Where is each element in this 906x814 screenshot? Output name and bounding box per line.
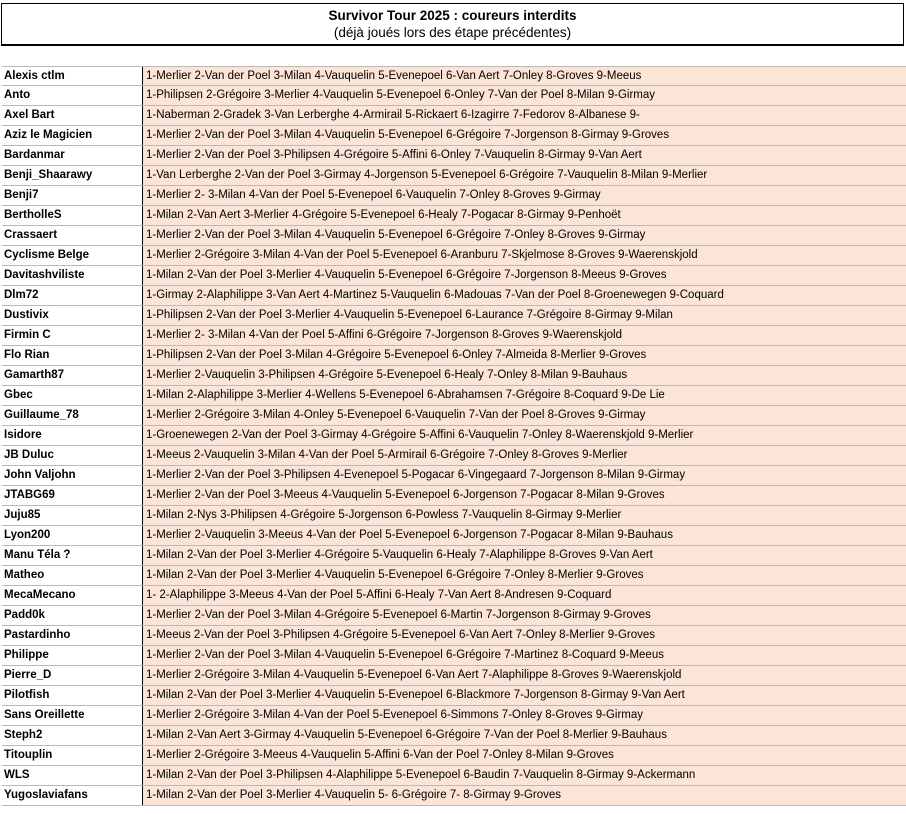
forbidden-riders-cell[interactable]: 1-Merlier 2-Grégoire 3-Milan 4-Van der Poel 5-Evenepoel 6-Simmons 7-Onley 8-Groves 9-Girmay — [142, 706, 906, 725]
player-name-cell[interactable]: Padd0k — [2, 606, 142, 625]
forbidden-riders-cell[interactable]: 1-Groenewegen 2-Van der Poel 3-Girmay 4-Grégoire 5-Affini 6-Vauquelin 7-Onley 8-Waerenskjold 9-Merlier — [142, 426, 906, 445]
table-row — [2, 686, 906, 706]
player-name-cell[interactable]: Pierre_D — [2, 666, 142, 685]
forbidden-riders-cell[interactable]: 1-Milan 2-Van der Poel 3-Merlier 4-Grégoire 5-Vauquelin 6-Healy 7-Alaphilippe 8-Groves 9-Van Aert — [142, 546, 906, 565]
player-name-cell[interactable]: Isidore — [2, 426, 142, 445]
forbidden-riders-cell[interactable]: 1-Merlier 2-Van der Poel 3-Milan 4-Vauquelin 5-Evenepoel 6-Grégoire 7-Onley 8-Groves 9-Girmay — [142, 226, 906, 245]
table-row — [2, 566, 906, 586]
player-name-cell[interactable]: BertholleS — [2, 206, 142, 225]
forbidden-riders-cell[interactable]: 1-Merlier 2-Van der Poel 3-Milan 4-Grégoire 5-Evenepoel 6-Martin 7-Jorgenson 8-Girmay 9-Groves — [142, 606, 906, 625]
forbidden-riders-cell[interactable]: 1-Merlier 2-Grégoire 3-Milan 4-Vauquelin 5-Evenepoel 6-Van Aert 7-Alaphilippe 8-Groves 9-Waerenskjold — [142, 666, 906, 685]
table-row — [2, 706, 906, 726]
forbidden-riders-cell[interactable]: 1-Philipsen 2-Van der Poel 3-Merlier 4-Vauquelin 5-Evenepoel 6-Laurance 7-Grégoire 8-Girmay 9-Milan — [142, 306, 906, 325]
table-row — [2, 166, 906, 186]
forbidden-riders-cell[interactable]: 1- 2-Alaphilippe 3-Meeus 4-Van der Poel 5-Affini 6-Healy 7-Van Aert 8-Andresen 9-Coquard — [142, 586, 906, 605]
table-row — [2, 66, 906, 86]
player-name-cell[interactable]: Titouplin — [2, 746, 142, 765]
table-row — [2, 766, 906, 786]
player-name-cell[interactable]: Davitashviliste — [2, 266, 142, 285]
table-row — [2, 86, 906, 106]
table-row — [2, 426, 906, 446]
forbidden-riders-cell[interactable]: 1-Meeus 2-Vauquelin 3-Milan 4-Van der Poel 5-Armirail 6-Grégoire 7-Onley 8-Groves 9-Merlier — [142, 446, 906, 465]
table-row — [2, 606, 906, 626]
table-row — [2, 146, 906, 166]
table-row — [2, 626, 906, 646]
table-row — [2, 466, 906, 486]
forbidden-riders-cell[interactable]: 1-Merlier 2- 3-Milan 4-Van der Poel 5-Evenepoel 6-Vauquelin 7-Onley 8-Groves 9-Girmay — [142, 186, 906, 205]
player-name-cell[interactable]: Pastardinho — [2, 626, 142, 645]
table-row — [2, 366, 906, 386]
page-title: Survivor Tour 2025 : coureurs interdits — [328, 8, 577, 23]
forbidden-riders-cell[interactable]: 1-Naberman 2-Gradek 3-Van Lerberghe 4-Armirail 5-Rickaert 6-Izagirre 7-Fedorov 8-Albanese 9- — [142, 106, 906, 125]
player-name-cell[interactable]: Gamarth87 — [2, 366, 142, 385]
table-row — [2, 326, 906, 346]
forbidden-riders-cell[interactable]: 1-Milan 2-Van der Poel 3-Merlier 4-Vauquelin 5- 6-Grégoire 7- 8-Girmay 9-Groves — [142, 786, 906, 805]
player-name-cell[interactable]: Alexis ctlm — [2, 67, 142, 85]
forbidden-riders-cell[interactable]: 1-Merlier 2-Vauquelin 3-Meeus 4-Van der Poel 5-Evenepoel 6-Jorgenson 7-Pogacar 8-Milan 9-Bauhaus — [142, 526, 906, 545]
forbidden-riders-cell[interactable]: 1-Merlier 2-Van der Poel 3-Milan 4-Vauquelin 5-Evenepoel 6-Grégoire 7-Jorgenson 8-Girmay 9-Groves — [142, 126, 906, 145]
player-name-cell[interactable]: Aziz le Magicien — [2, 126, 142, 145]
table-row — [2, 446, 906, 466]
table-row — [2, 506, 906, 526]
table-row — [2, 666, 906, 686]
player-name-cell[interactable]: Gbec — [2, 386, 142, 405]
forbidden-riders-cell[interactable]: 1-Merlier 2-Van der Poel 3-Milan 4-Vauquelin 5-Evenepoel 6-Grégoire 7-Martinez 8-Coquard 9-Meeus — [142, 646, 906, 665]
page-subtitle: (déjà joués lors des étape précédentes) — [333, 25, 572, 40]
table-row — [2, 646, 906, 666]
forbidden-riders-cell[interactable]: 1-Merlier 2-Van der Poel 3-Meeus 4-Vauquelin 5-Evenepoel 6-Jorgenson 7-Pogacar 8-Milan 9-Groves — [142, 486, 906, 505]
players-table — [2, 66, 906, 806]
title-box — [1, 3, 904, 45]
table-row — [2, 526, 906, 546]
forbidden-riders-cell[interactable]: 1-Merlier 2-Grégoire 3-Meeus 4-Vauquelin 5-Affini 6-Van der Poel 7-Onley 8-Milan 9-Groves — [142, 746, 906, 765]
table-row — [2, 746, 906, 766]
forbidden-riders-cell[interactable]: 1-Milan 2-Alaphilippe 3-Merlier 4-Wellens 5-Evenepoel 6-Abrahamsen 7-Grégoire 8-Coquard 9-De Lie — [142, 386, 906, 405]
player-name-cell[interactable]: Matheo — [2, 566, 142, 585]
player-name-cell[interactable]: John Valjohn — [2, 466, 142, 485]
table-row — [2, 486, 906, 506]
forbidden-riders-cell[interactable]: 1-Milan 2-Van der Poel 3-Merlier 4-Vauquelin 5-Evenepoel 6-Blackmore 7-Jorgenson 8-Girmay 9-Van Aert — [142, 686, 906, 705]
table-row — [2, 546, 906, 566]
player-name-cell[interactable]: Benji_Shaarawy — [2, 166, 142, 185]
forbidden-riders-cell[interactable]: 1-Milan 2-Nys 3-Philipsen 4-Grégoire 5-Jorgenson 6-Powless 7-Vauquelin 8-Girmay 9-Merlier — [142, 506, 906, 525]
table-row — [2, 106, 906, 126]
table-row — [2, 226, 906, 246]
table-row — [2, 726, 906, 746]
player-name-cell[interactable]: WLS — [2, 766, 142, 785]
table-row — [2, 386, 906, 406]
player-name-cell[interactable]: Dlm72 — [2, 286, 142, 305]
table-row — [2, 286, 906, 306]
player-name-cell[interactable]: Yugoslaviafans — [2, 786, 142, 805]
table-row — [2, 586, 906, 606]
player-name-cell[interactable]: MecaMecano — [2, 586, 142, 605]
forbidden-riders-cell[interactable]: 1-Merlier 2-Vauquelin 3-Philipsen 4-Grégoire 5-Evenepoel 6-Healy 7-Onley 8-Milan 9-Bauhaus — [142, 366, 906, 385]
table-row — [2, 786, 906, 806]
forbidden-riders-cell[interactable]: 1-Milan 2-Van Aert 3-Merlier 4-Grégoire 5-Evenepoel 6-Healy 7-Pogacar 8-Girmay 9-Penhoët — [142, 206, 906, 225]
player-name-cell[interactable]: Dustivix — [2, 306, 142, 325]
forbidden-riders-cell[interactable]: 1-Meeus 2-Van der Poel 3-Philipsen 4-Grégoire 5-Evenepoel 6-Van Aert 7-Onley 8-Merlier 9-Groves — [142, 626, 906, 645]
player-name-cell[interactable]: JTABG69 — [2, 486, 142, 505]
forbidden-riders-cell[interactable]: 1-Merlier 2-Van der Poel 3-Philipsen 4-Evenepoel 5-Pogacar 6-Vingegaard 7-Jorgenson 8-Milan 9-Girmay — [142, 466, 906, 485]
forbidden-riders-cell[interactable]: 1-Milan 2-Van Aert 3-Girmay 4-Vauquelin 5-Evenepoel 6-Grégoire 7-Van der Poel 8-Merlier 9-Bauhaus — [142, 726, 906, 745]
table-row — [2, 306, 906, 326]
forbidden-riders-cell[interactable]: 1-Merlier 2-Van der Poel 3-Philipsen 4-Grégoire 5-Affini 6-Onley 7-Vauquelin 8-Girmay 9-Van Aert — [142, 146, 906, 165]
player-name-cell[interactable]: Axel Bart — [2, 106, 142, 125]
forbidden-riders-cell[interactable]: 1-Philipsen 2-Grégoire 3-Merlier 4-Vauquelin 5-Evenepoel 6-Onley 7-Van der Poel 8-Milan 9-Girmay — [142, 86, 906, 105]
player-name-cell[interactable]: Cyclisme Belge — [2, 246, 142, 265]
player-name-cell[interactable]: Juju85 — [2, 506, 142, 525]
player-name-cell[interactable]: Philippe — [2, 646, 142, 665]
player-name-cell[interactable]: Lyon200 — [2, 526, 142, 545]
forbidden-riders-cell[interactable]: 1-Merlier 2-Grégoire 3-Milan 4-Van der Poel 5-Evenepoel 6-Aranburu 7-Skjelmose 8-Groves 9-Waerenskjold — [142, 246, 906, 265]
forbidden-riders-cell[interactable]: 1-Milan 2-Van der Poel 3-Merlier 4-Vauquelin 5-Evenepoel 6-Grégoire 7-Onley 8-Merlier 9-Groves — [142, 566, 906, 585]
forbidden-riders-cell[interactable]: 1-Philipsen 2-Van der Poel 3-Milan 4-Grégoire 5-Evenepoel 6-Onley 7-Almeida 8-Merlier 9-Groves — [142, 346, 906, 365]
table-row — [2, 206, 906, 226]
table-row — [2, 406, 906, 426]
table-row — [2, 266, 906, 286]
table-row — [2, 126, 906, 146]
forbidden-riders-cell[interactable]: 1-Milan 2-Van der Poel 3-Philipsen 4-Alaphilippe 5-Evenepoel 6-Baudin 7-Vauquelin 8-Girmay 9-Ackermann — [142, 766, 906, 785]
player-name-cell[interactable]: JB Duluc — [2, 446, 142, 465]
player-name-cell[interactable]: Guillaume_78 — [2, 406, 142, 425]
forbidden-riders-cell[interactable]: 1-Merlier 2-Grégoire 3-Milan 4-Onley 5-Evenepoel 6-Vauquelin 7-Van der Poel 8-Groves 9-Girmay — [142, 406, 906, 425]
table-row — [2, 186, 906, 206]
player-name-cell[interactable]: Steph2 — [2, 726, 142, 745]
forbidden-riders-cell[interactable]: 1-Milan 2-Van der Poel 3-Merlier 4-Vauquelin 5-Evenepoel 6-Grégoire 7-Jorgenson 8-Meeus 9-Groves — [142, 266, 906, 285]
player-name-cell[interactable]: Manu Téla ? — [2, 546, 142, 565]
forbidden-riders-cell[interactable]: 1-Merlier 2-Van der Poel 3-Milan 4-Vauquelin 5-Evenepoel 6-Van Aert 7-Onley 8-Groves 9-Meeus — [142, 67, 906, 85]
player-name-cell[interactable]: Sans Oreillette — [2, 706, 142, 725]
player-name-cell[interactable]: Flo Rian — [2, 346, 142, 365]
player-name-cell[interactable]: Pilotfish — [2, 686, 142, 705]
player-name-cell[interactable]: Firmin C — [2, 326, 142, 345]
player-name-cell[interactable]: Anto — [2, 86, 142, 105]
player-name-cell[interactable]: Benji7 — [2, 186, 142, 205]
table-row — [2, 346, 906, 366]
player-name-cell[interactable]: Bardanmar — [2, 146, 142, 165]
table-row — [2, 246, 906, 266]
player-name-cell[interactable]: Crassaert — [2, 226, 142, 245]
forbidden-riders-cell[interactable]: 1-Girmay 2-Alaphilippe 3-Van Aert 4-Martinez 5-Vauquelin 6-Madouas 7-Van der Poel 8-Groenewegen 9-Coquard — [142, 286, 906, 305]
forbidden-riders-cell[interactable]: 1-Merlier 2- 3-Milan 4-Van der Poel 5-Affini 6-Grégoire 7-Jorgenson 8-Groves 9-Waerenskjold — [142, 326, 906, 345]
forbidden-riders-cell[interactable]: 1-Van Lerberghe 2-Van der Poel 3-Girmay 4-Jorgenson 5-Evenepoel 6-Grégoire 7-Vauquelin 8-Milan 9-Merlier — [142, 166, 906, 185]
